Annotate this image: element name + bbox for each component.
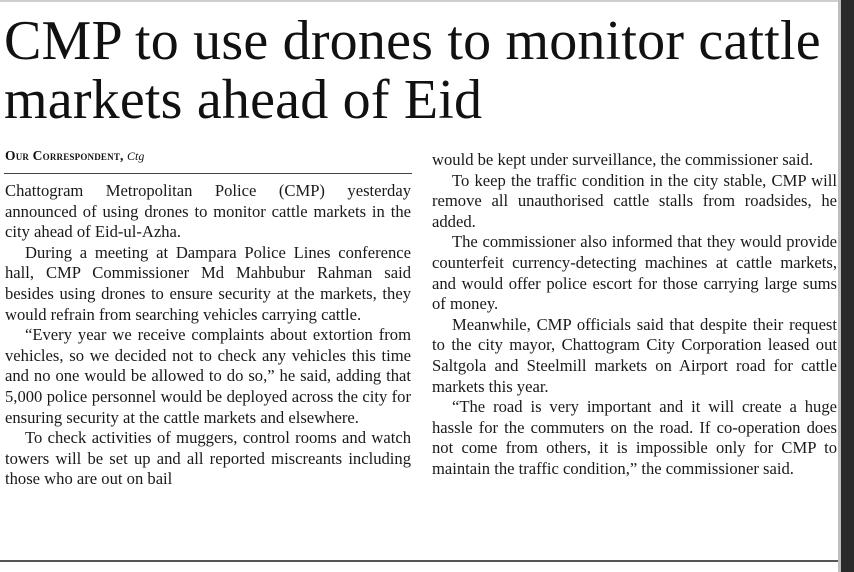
paragraph: “The road is very important and it will create a huge hassle for the commuters on the road. If co-operation does not come from others, it is impossible only for CMP to maintain the traffic condition,” the commissioner said. xyxy=(432,397,837,478)
paragraph: The commissioner also informed that they would provide counterfeit currency-detecting machines at cattle markets, and would offer police escort for those carrying large sums of money. xyxy=(432,232,837,314)
headline: CMP to use drones to monitor cattle markets ahead of Eid xyxy=(4,10,821,131)
paragraph: To keep the traffic condition in the city stable, CMP will remove all unauthorised cattle stalls from roadsides, he added. xyxy=(432,170,837,231)
top-rule xyxy=(0,0,838,2)
byline-rule xyxy=(4,173,412,174)
paragraph: Meanwhile, CMP officials said that despite their request to the city mayor, Chattogram City Corporation leased out Saltgola and Steelmill markets on Airport road for cattle markets this year. xyxy=(432,314,837,396)
left-column xyxy=(5,181,411,490)
page-edge-bar xyxy=(838,0,854,572)
byline xyxy=(5,148,144,164)
paragraph: Chattogram Metropolitan Police (CMP) yesterday announced of using drones to monitor cattle markets in the city ahead of Eid-ul-Azha. xyxy=(5,181,411,242)
byline-name: Our Correspondent, xyxy=(5,148,124,163)
paragraph: “Every year we receive complaints about extortion from vehicles, so we decided not to check any vehicles this time and no one would be allowed to do so,” he said, adding that 5,000 police personnel would be deployed across the city for ensuring security at the cattle markets and elsewhere. xyxy=(5,325,411,427)
byline-location: Ctg xyxy=(126,149,145,163)
paragraph: would be kept under surveillance, the commissioner said. xyxy=(432,150,814,169)
right-column xyxy=(432,150,837,480)
bottom-rule xyxy=(0,560,838,562)
paragraph: During a meeting at Dampara Police Lines conference hall, CMP Commissioner Md Mahbubur Rahman said besides using drones to ensure security at the markets, they would refrain from searching vehicles carrying cattle. xyxy=(5,242,411,324)
paragraph: To check activities of muggers, control rooms and watch towers will be set up and all reported miscreants including those who are out on bail xyxy=(5,428,411,489)
